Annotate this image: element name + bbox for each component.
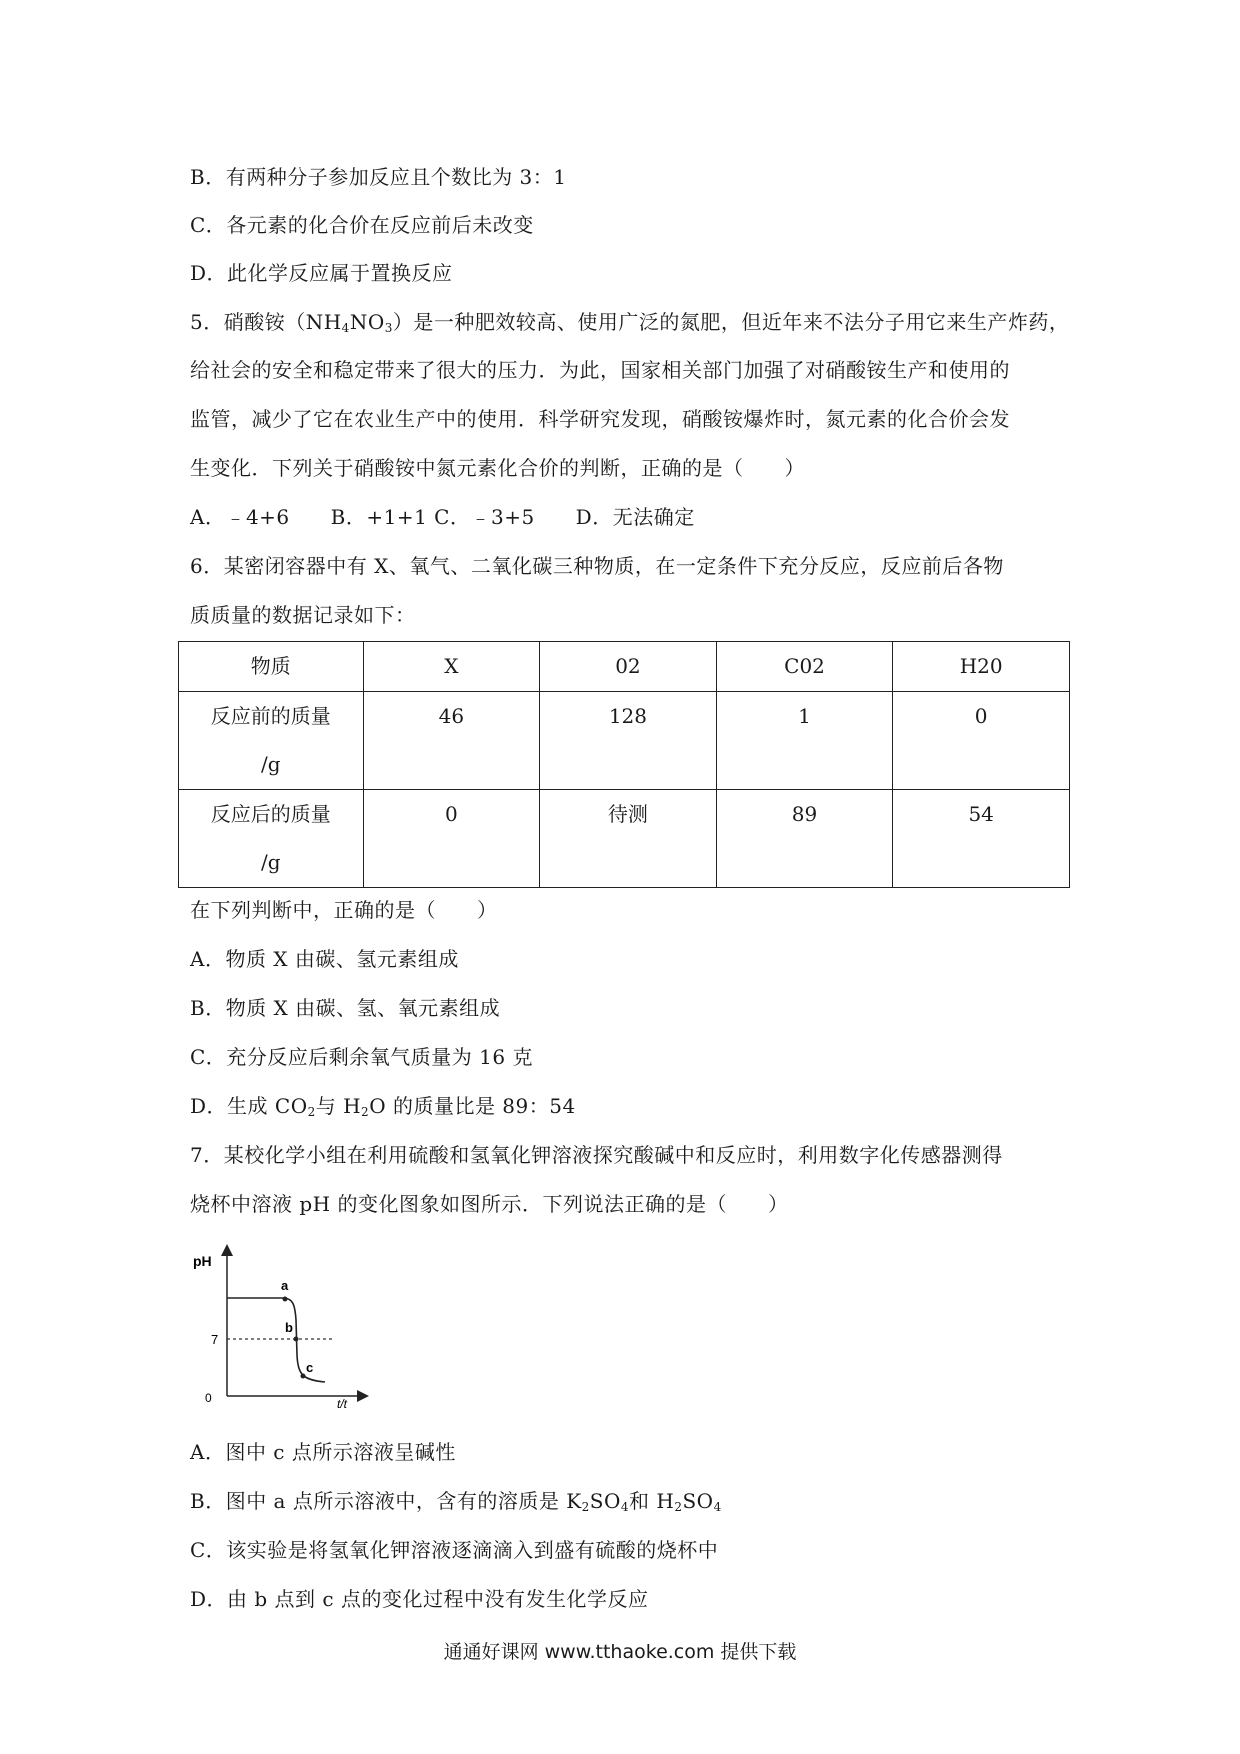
q6-option-c: C．充分反应后剩余氧气质量为 16 克: [190, 1045, 533, 1069]
label-c: c: [306, 1360, 314, 1375]
point-c: [301, 1374, 306, 1379]
q6-line-2: 质质量的数据记录如下：: [190, 603, 416, 627]
table-header: H20: [893, 642, 1070, 692]
table-cell: 0: [363, 790, 540, 888]
table-cell: 1: [716, 692, 893, 790]
q4-option-d: D．此化学反应属于置换反应: [190, 261, 453, 285]
table-row: [179, 790, 1070, 888]
point-b: [294, 1337, 299, 1342]
label-b: b: [285, 1320, 293, 1335]
q4-option-b: B．有两种分子参加反应且个数比为 3：1: [190, 165, 567, 189]
table-cell: 0: [893, 692, 1070, 790]
q5-line-1: 5．硝酸铵$(NH_4NO_3)$是一种肥效较高、使用广泛的氮肥，但近年来不法分子用它来生产炸药，: [190, 310, 1070, 335]
row-label: 反应后的质量 /g: [179, 790, 364, 888]
q5-options: A．﹣4+6 B．+1+1 C．﹣3+5 D．无法确定: [190, 505, 695, 529]
y-tick-7: 7: [211, 1332, 219, 1347]
q6-option-a: A．物质 X 由碳、氢元素组成: [190, 947, 459, 971]
q7-line-2: 烧杯中溶液 pH 的变化图象如图所示．下列说法正确的是（ ）: [190, 1192, 789, 1216]
q5-line-2: 给社会的安全和稳定带来了很大的压力．为此，国家相关部门加强了对硝酸铵生产和使用的: [190, 358, 1010, 382]
row-label: 反应前的质量 /g: [179, 692, 364, 790]
ph-curve-figure: [185, 1240, 375, 1410]
x-axis-label: t/t: [337, 1397, 348, 1410]
point-a: [283, 1297, 288, 1302]
q7-line-1: 7．某校化学小组在利用硫酸和氢氧化钾溶液探究酸碱中和反应时，利用数字化传感器测得: [190, 1143, 1003, 1167]
table-header-row: [179, 642, 1070, 692]
q7-option-b: B．图中 a 点所示溶液中，含有的溶质是 $K_2SO_4$和 $H_2SO_4$: [190, 1489, 722, 1514]
table-header: X: [363, 642, 540, 692]
table-header: 02: [540, 642, 717, 692]
q5-line-4: 生变化．下列关于硝酸铵中氮元素化合价的判断，正确的是（ ）: [190, 456, 805, 480]
y-axis-label: pH: [193, 1253, 212, 1269]
table-cell: 89: [716, 790, 893, 888]
q6-option-d: D．生成 $CO_2$与 $H_2O$ 的质量比是 89：54: [190, 1094, 576, 1119]
table-row: [179, 692, 1070, 790]
q7-option-a: A．图中 c 点所示溶液呈碱性: [190, 1440, 456, 1464]
q7-option-d: D．由 b 点到 c 点的变化过程中没有发生化学反应: [190, 1587, 649, 1611]
q7-option-c: C．该实验是将氢氧化钾溶液逐滴滴入到盛有硫酸的烧杯中: [190, 1538, 719, 1562]
q6-option-b: B．物质 X 由碳、氢、氧元素组成: [190, 996, 501, 1020]
table-header: 物质: [179, 642, 364, 692]
table-header: C02: [716, 642, 893, 692]
origin-label: 0: [205, 1391, 212, 1405]
page-footer: 通通好课网 www.tthaoke.com 提供下载: [443, 1641, 797, 1663]
q4-option-c: C．各元素的化合价在反应前后未改变: [190, 213, 534, 237]
label-a: a: [281, 1278, 289, 1293]
table-cell: 54: [893, 790, 1070, 888]
q5-line-3: 监管，减少了它在农业生产中的使用．科学研究发现，硝酸铵爆炸时，氮元素的化合价会发: [190, 407, 1010, 431]
mass-data-table: [178, 641, 1070, 888]
q6-prompt: 在下列判断中，正确的是（ ）: [190, 898, 498, 922]
q6-line-1: 6．某密闭容器中有 X、氧气、二氧化碳三种物质，在一定条件下充分反应，反应前后各物: [190, 554, 1004, 578]
table-cell: 128: [540, 692, 717, 790]
table-cell: 待测: [540, 790, 717, 888]
table-cell: 46: [363, 692, 540, 790]
